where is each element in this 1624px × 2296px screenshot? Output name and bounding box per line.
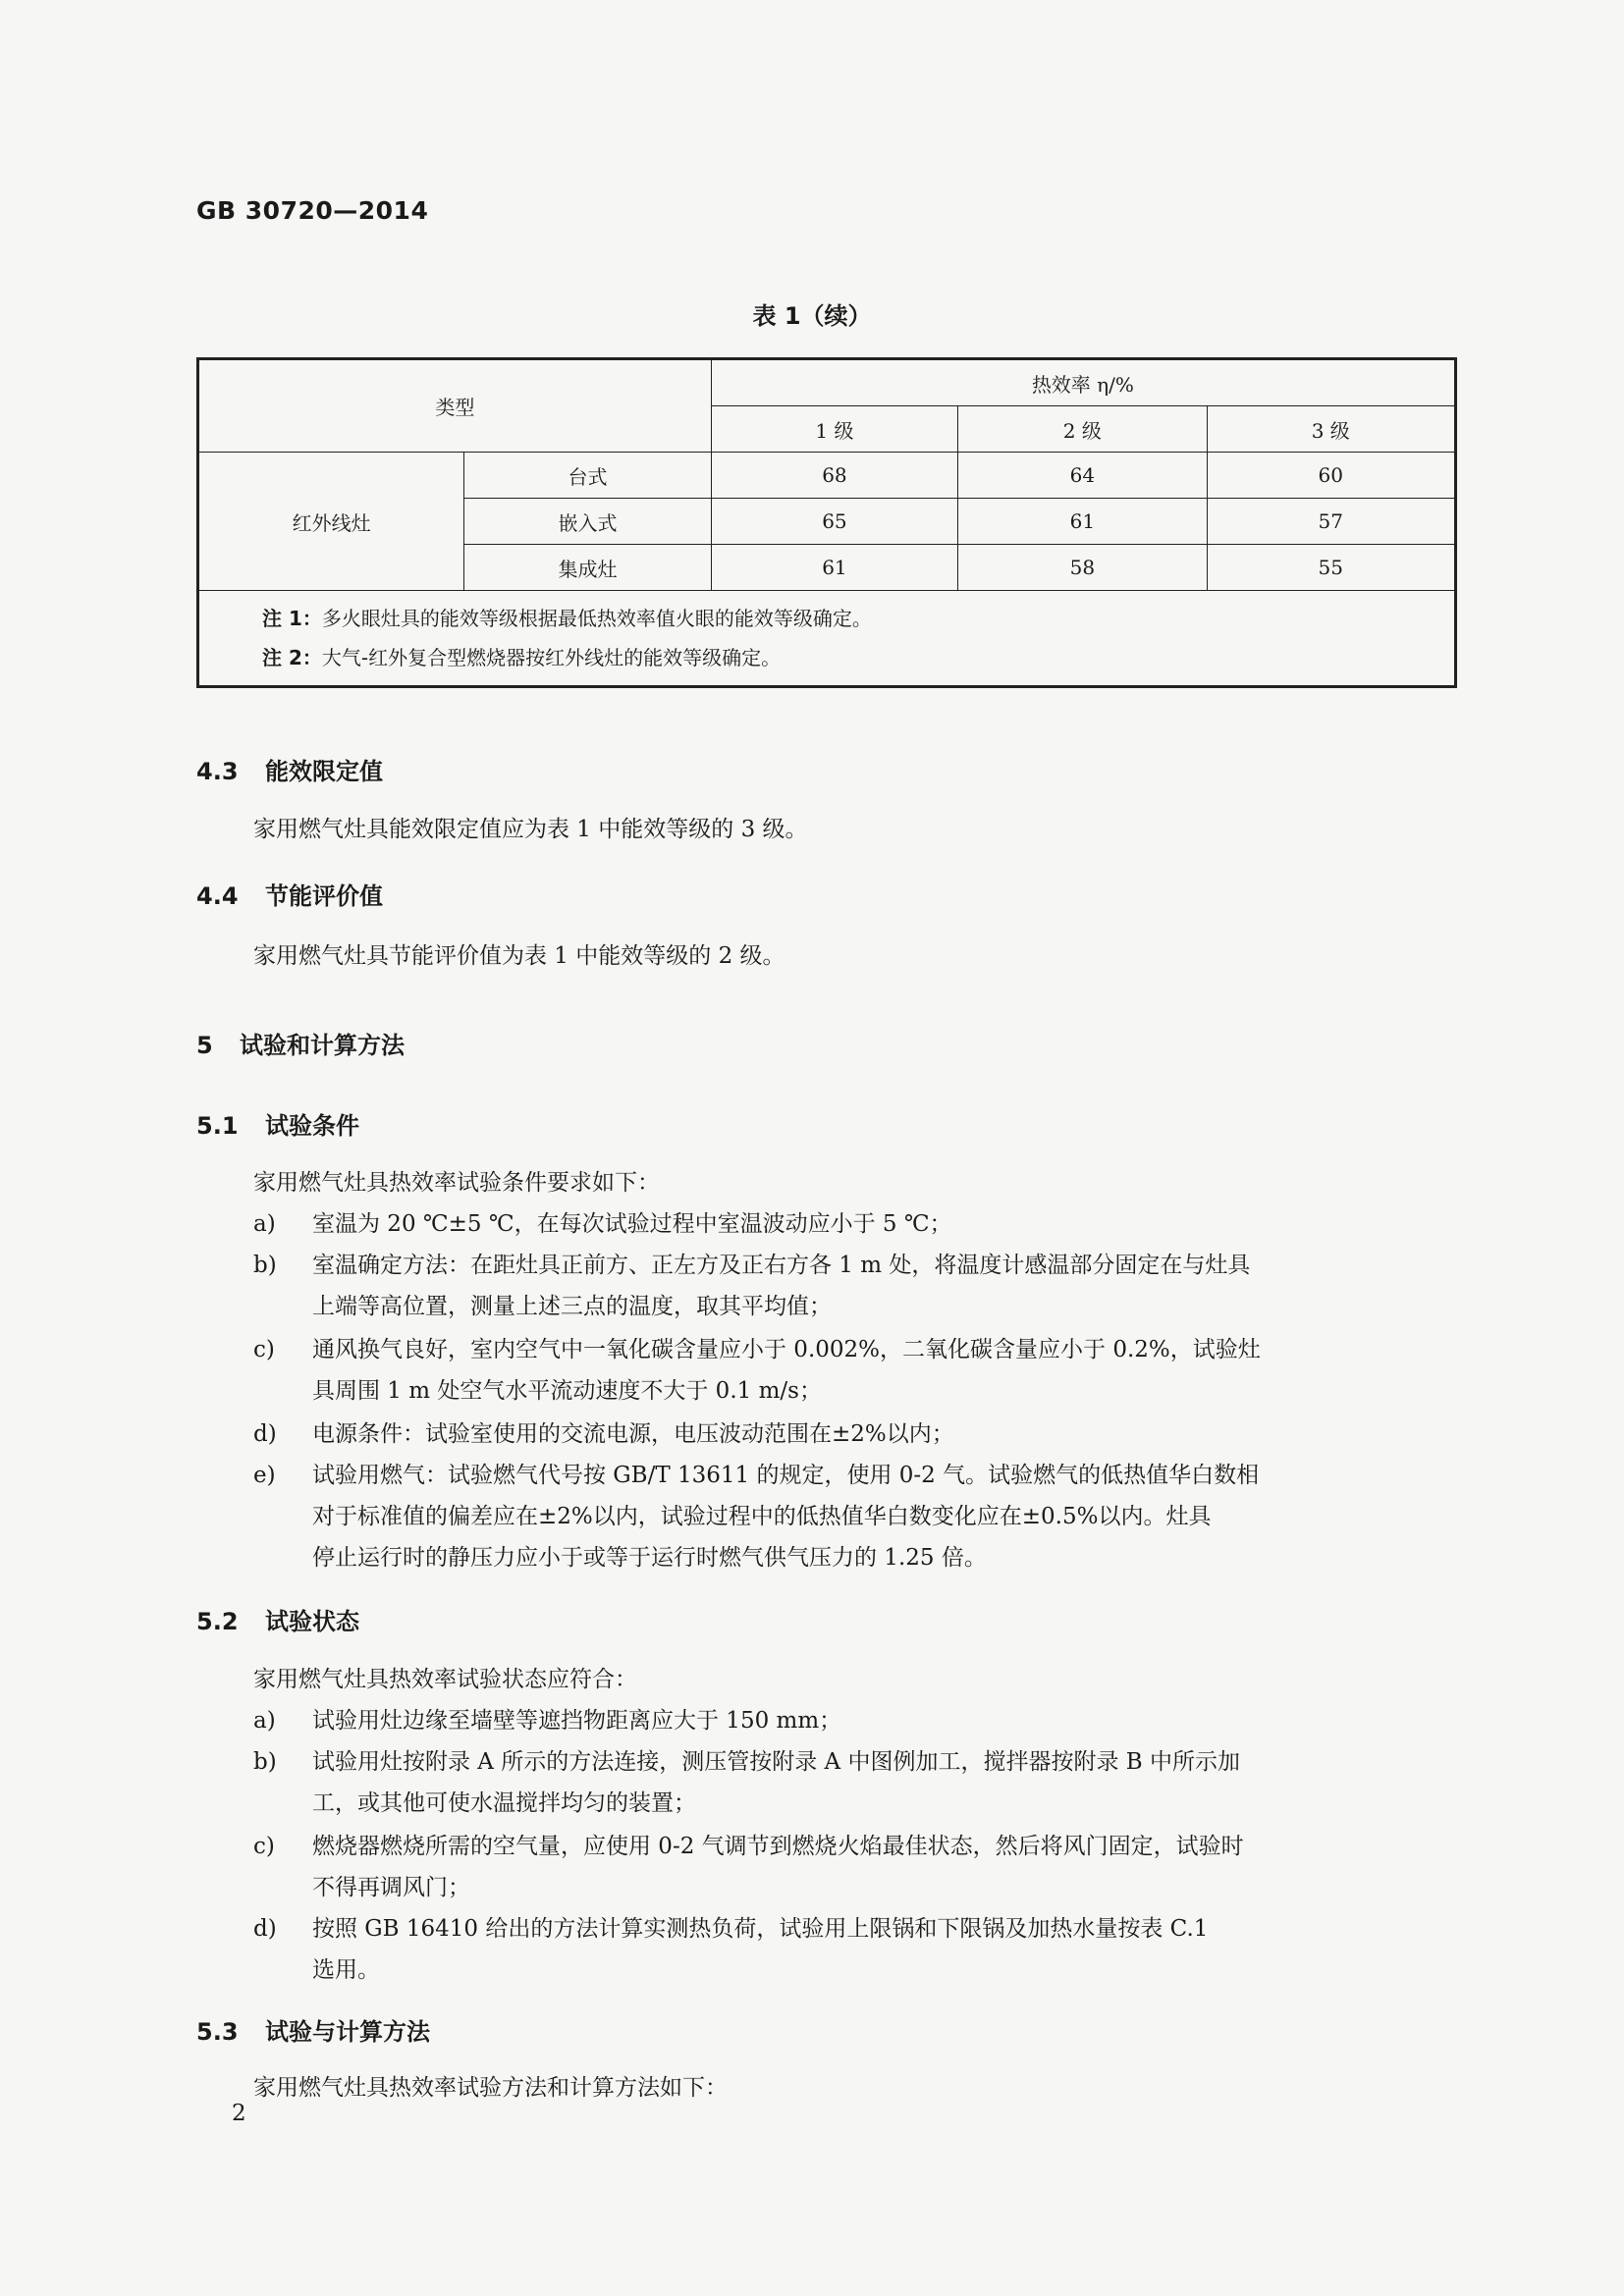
value-cell: 61 bbox=[958, 499, 1207, 545]
header-grade-2: 2 级 bbox=[958, 406, 1207, 453]
group-infrared: 红外线灶 bbox=[198, 453, 464, 591]
table-caption: 表 1（续） bbox=[752, 302, 872, 330]
list-item: b) 试验用灶按附录 A 所示的方法连接，测压管按附录 A 中图例加工，搅拌器按附录 B 中所示加 工，或其他可使水温搅拌均匀的装置； bbox=[253, 1749, 1240, 1816]
list-item: a) 室温为 20 ℃±5 ℃，在每次试验过程中室温波动应小于 5 ℃； bbox=[253, 1211, 952, 1237]
section-intro-5-2: 家用燃气灶具热效率试验状态应符合： bbox=[253, 1667, 637, 1692]
value-cell: 64 bbox=[958, 453, 1207, 499]
value-cell: 61 bbox=[711, 545, 957, 591]
value-cell: 60 bbox=[1207, 453, 1455, 499]
value-cell: 65 bbox=[711, 499, 957, 545]
list-item: d) 按照 GB 16410 给出的方法计算实测热负荷，试验用上限锅和下限锅及加热水量按表 C.1 选用。 bbox=[253, 1916, 1209, 1983]
table-notes bbox=[198, 591, 1456, 687]
section-heading-5-2: 5.2 试验状态 bbox=[196, 1608, 359, 1635]
section-body-4-3: 家用燃气灶具能效限定值应为表 1 中能效等级的 3 级。 bbox=[253, 817, 808, 842]
header-grade-1: 1 级 bbox=[711, 406, 957, 453]
section-intro-5-3: 家用燃气灶具热效率试验方法和计算方法如下： bbox=[253, 2075, 728, 2101]
list-item: b) 室温确定方法：在距灶具正前方、正左方及正右方各 1 m 处，将温度计感温部分固定在与灶具 上端等高位置，测量上述三点的温度，取其平均值； bbox=[253, 1253, 1251, 1319]
header-type: 类型 bbox=[198, 359, 712, 453]
standard-id: GB 30720—2014 bbox=[196, 196, 429, 225]
section-heading-5-3: 5.3 试验与计算方法 bbox=[196, 2018, 430, 2046]
section-intro-5-1: 家用燃气灶具热效率试验条件要求如下： bbox=[253, 1170, 660, 1196]
value-cell: 55 bbox=[1207, 545, 1455, 591]
header-efficiency: 热效率 η/% bbox=[711, 359, 1455, 406]
value-cell: 58 bbox=[958, 545, 1207, 591]
page-number: 2 bbox=[232, 2101, 246, 2126]
subtype-cell: 台式 bbox=[464, 453, 711, 499]
section-body-4-4: 家用燃气灶具节能评价值为表 1 中能效等级的 2 级。 bbox=[253, 943, 785, 969]
list-item: a) 试验用灶边缘至墙壁等遮挡物距离应大于 150 mm； bbox=[253, 1708, 842, 1734]
subtype-cell: 嵌入式 bbox=[464, 499, 711, 545]
list-item: c) 通风换气良好，室内空气中一氧化碳含量应小于 0.002%，二氧化碳含量应小于 0.2%，试验灶 具周围 1 m 处空气水平流动速度不大于 0.1 m/s； bbox=[253, 1337, 1261, 1404]
section-heading-5: 5 试验和计算方法 bbox=[196, 1032, 405, 1059]
section-heading-4-3: 4.3 能效限定值 bbox=[196, 758, 383, 785]
table-note: 注 2：大气-红外复合型燃烧器按红外线灶的能效等级确定。 bbox=[262, 646, 782, 669]
list-item: d) 电源条件：试验室使用的交流电源，电压波动范围在±2%以内； bbox=[253, 1421, 954, 1447]
section-heading-4-4: 4.4 节能评价值 bbox=[196, 882, 383, 910]
header-grade-3: 3 级 bbox=[1207, 406, 1455, 453]
efficiency-table bbox=[196, 357, 1457, 688]
value-cell: 57 bbox=[1207, 499, 1455, 545]
list-item: c) 燃烧器燃烧所需的空气量，应使用 0-2 气调节到燃烧火焰最佳状态，然后将风门固定，试验时 不得再调风门； bbox=[253, 1834, 1244, 1900]
list-item: e) 试验用燃气：试验燃气代号按 GB/T 13611 的规定，使用 0-2 气。试验燃气的低热值华白数相 对于标准值的偏差应在±2%以内，试验过程中的低热值华白数变化应在±0.5%以内。灶具 停止运行时的静压力应小于或等于运行时燃气供气压力的 1.25 倍。 bbox=[253, 1463, 1260, 1571]
subtype-cell: 集成灶 bbox=[464, 545, 711, 591]
section-heading-5-1: 5.1 试验条件 bbox=[196, 1112, 359, 1140]
value-cell: 68 bbox=[711, 453, 957, 499]
table-note: 注 1：多火眼灶具的能效等级根据最低热效率值火眼的能效等级确定。 bbox=[262, 607, 872, 630]
